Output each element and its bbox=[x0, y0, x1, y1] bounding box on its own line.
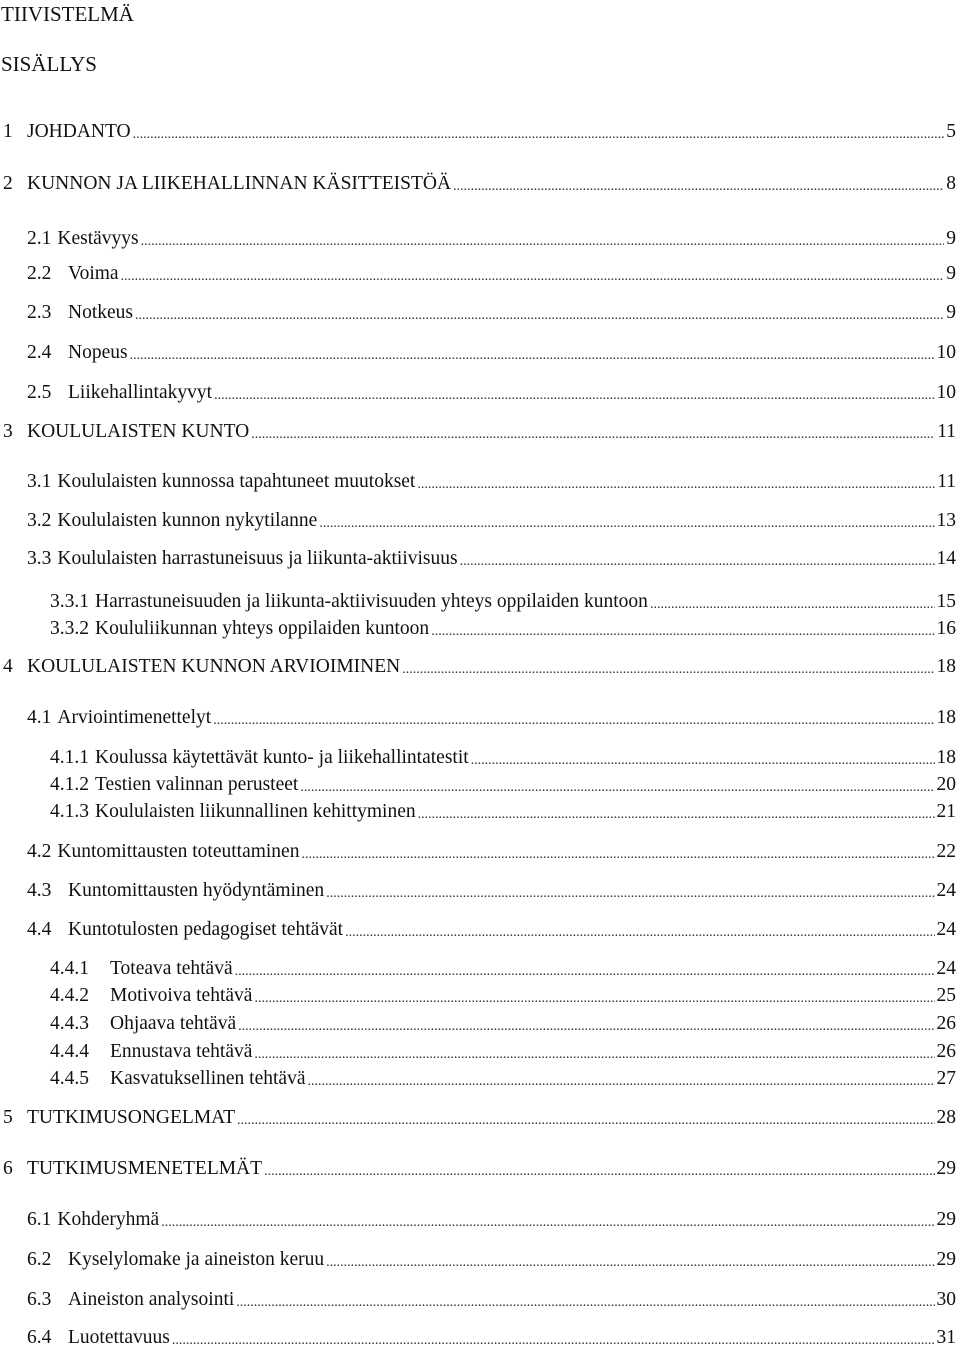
toc-number: 4.4.1 bbox=[50, 958, 89, 979]
toc-entry-3-3-1[interactable] bbox=[50, 590, 956, 614]
toc-page: 21 bbox=[936, 801, 956, 822]
toc-leader bbox=[141, 228, 945, 248]
toc-entry-3-1[interactable] bbox=[27, 470, 956, 494]
toc-number: 4.2 bbox=[27, 841, 52, 862]
toc-leader bbox=[453, 173, 944, 193]
toc-page: 9 bbox=[946, 302, 956, 323]
toc-number: 4.4.5 bbox=[50, 1068, 89, 1089]
toc-leader bbox=[471, 747, 935, 767]
toc-page: 16 bbox=[936, 618, 956, 639]
toc-title: Notkeus bbox=[68, 302, 133, 323]
toc-number: 6.1 bbox=[27, 1209, 52, 1230]
toc-page: 30 bbox=[936, 1289, 956, 1310]
toc-page: 11 bbox=[937, 471, 956, 492]
toc-number: 2.2 bbox=[27, 263, 52, 284]
toc-entry-2-4[interactable] bbox=[27, 341, 956, 365]
toc-entry-4[interactable] bbox=[3, 655, 956, 679]
toc-title: Kuntomittausten hyödyntäminen bbox=[68, 880, 325, 901]
toc-page: 5 bbox=[946, 121, 956, 142]
toc-entry-4-4-3[interactable] bbox=[50, 1012, 956, 1036]
toc-page: 31 bbox=[936, 1327, 956, 1348]
toc-number: 2.3 bbox=[27, 302, 52, 323]
toc-entry-2-1[interactable] bbox=[27, 227, 956, 251]
toc-leader bbox=[254, 985, 934, 1005]
toc-page: 8 bbox=[946, 173, 956, 194]
toc-leader bbox=[417, 471, 935, 491]
toc-leader bbox=[133, 121, 945, 141]
toc-entry-1[interactable] bbox=[3, 120, 956, 144]
toc-number: 4.4 bbox=[27, 919, 52, 940]
toc-title: Voima bbox=[68, 263, 119, 284]
toc-entry-4-4-1[interactable] bbox=[50, 957, 956, 981]
toc-leader bbox=[307, 1068, 934, 1088]
toc-leader bbox=[460, 548, 935, 568]
toc-number: 5 bbox=[3, 1107, 13, 1128]
toc-entry-2-5[interactable] bbox=[27, 381, 956, 405]
toc-page: 15 bbox=[936, 591, 956, 612]
toc-entry-6-2[interactable] bbox=[27, 1248, 956, 1272]
toc-title: Ennustava tehtävä bbox=[110, 1041, 253, 1062]
toc-number: 4.1.1 bbox=[50, 747, 89, 768]
toc-number: 4.1.3 bbox=[50, 801, 89, 822]
toc-page: 18 bbox=[936, 656, 956, 677]
toc-entry-4-2[interactable] bbox=[27, 840, 956, 864]
toc-entry-4-4-4[interactable] bbox=[50, 1040, 956, 1064]
toc-page: 11 bbox=[937, 421, 956, 442]
toc-leader bbox=[235, 958, 935, 978]
toc-entry-6[interactable] bbox=[3, 1157, 956, 1181]
toc-number: 4.3 bbox=[27, 880, 52, 901]
toc-entry-4-3[interactable] bbox=[27, 879, 956, 903]
toc-page: 29 bbox=[936, 1158, 956, 1179]
toc-entry-4-1-1[interactable] bbox=[50, 746, 956, 770]
toc-page: 29 bbox=[936, 1209, 956, 1230]
toc-title: Kuntotulosten pedagogiset tehtävät bbox=[68, 919, 344, 940]
toc-leader bbox=[130, 342, 935, 362]
toc-leader bbox=[237, 1107, 935, 1127]
toc-leader bbox=[326, 880, 934, 900]
toc-number: 4.4.2 bbox=[50, 985, 89, 1006]
toc-title: Liikehallintakyvyt bbox=[68, 382, 213, 403]
toc-entry-3-2[interactable] bbox=[27, 509, 956, 533]
toc-leader bbox=[214, 382, 934, 402]
toc-title: Koululiikunnan yhteys oppilaiden kuntoon bbox=[95, 618, 430, 639]
toc-entry-3-3[interactable] bbox=[27, 547, 956, 571]
toc-leader bbox=[650, 591, 935, 611]
toc-page: 29 bbox=[936, 1249, 956, 1270]
toc-leader bbox=[135, 302, 944, 322]
contents-heading: SISÄLLYS bbox=[1, 52, 97, 76]
toc-page: 20 bbox=[936, 774, 956, 795]
toc-title: Kohderyhmä bbox=[57, 1209, 160, 1230]
toc-number: 3 bbox=[3, 421, 13, 442]
toc-title: Nopeus bbox=[68, 342, 128, 363]
toc-page: 26 bbox=[936, 1013, 956, 1034]
toc-number: 4.4.4 bbox=[50, 1041, 89, 1062]
toc-entry-2[interactable] bbox=[3, 172, 956, 196]
toc-page: 9 bbox=[946, 228, 956, 249]
toc-title: KOULULAISTEN KUNNON ARVIOIMINEN bbox=[27, 656, 401, 677]
toc-number: 3.3.2 bbox=[50, 618, 89, 639]
toc-page: 18 bbox=[936, 747, 956, 768]
toc-entry-3[interactable] bbox=[3, 420, 956, 444]
toc-page: 9 bbox=[946, 263, 956, 284]
toc-leader bbox=[300, 774, 934, 794]
toc-page: 26 bbox=[936, 1041, 956, 1062]
toc-leader bbox=[172, 1327, 935, 1347]
toc-number: 3.2 bbox=[27, 510, 52, 531]
toc-number: 4.1 bbox=[27, 707, 52, 728]
toc-leader bbox=[301, 841, 934, 861]
toc-title: Harrastuneisuuden ja liikunta-aktiivisuuden yhteys oppilaiden kuntoon bbox=[95, 591, 648, 612]
toc-leader bbox=[238, 1013, 934, 1033]
toc-number: 6.2 bbox=[27, 1249, 52, 1270]
toc-leader bbox=[431, 618, 934, 638]
abstract-heading: TIIVISTELMÄ bbox=[1, 2, 134, 26]
toc-title: Kyselylomake ja aineiston keruu bbox=[68, 1249, 325, 1270]
toc-page: 22 bbox=[936, 841, 956, 862]
toc-title: Kestävyys bbox=[57, 228, 139, 249]
toc-title: Koululaisten kunnossa tapahtuneet muutokset bbox=[57, 471, 416, 492]
toc-title: Ohjaava tehtävä bbox=[110, 1013, 237, 1034]
toc-leader bbox=[121, 263, 945, 283]
toc-leader bbox=[254, 1041, 934, 1061]
toc-title: Koululaisten liikunnallinen kehittyminen bbox=[95, 801, 416, 822]
toc-title: Koulussa käytettävät kunto- ja liikehallintatestit bbox=[95, 747, 469, 768]
toc-number: 3.3.1 bbox=[50, 591, 89, 612]
toc-number: 4.1.2 bbox=[50, 774, 89, 795]
toc-title: KOULULAISTEN KUNTO bbox=[27, 421, 250, 442]
toc-leader bbox=[161, 1209, 934, 1229]
toc-entry-3-3-2[interactable] bbox=[50, 617, 956, 641]
toc-title: Testien valinnan perusteet bbox=[95, 774, 299, 795]
toc-leader bbox=[402, 656, 934, 676]
toc-leader bbox=[213, 707, 934, 727]
toc-page: 27 bbox=[936, 1068, 956, 1089]
toc-entry-2-3[interactable] bbox=[27, 301, 956, 325]
toc-number: 6 bbox=[3, 1158, 13, 1179]
toc-title: TUTKIMUSONGELMAT bbox=[27, 1107, 235, 1128]
toc-leader bbox=[251, 421, 935, 441]
toc-entry-4-4-5[interactable] bbox=[50, 1067, 956, 1091]
toc-page: 24 bbox=[936, 958, 956, 979]
toc-entry-4-4-2[interactable] bbox=[50, 984, 956, 1008]
toc-title: KUNNON JA LIIKEHALLINNAN KÄSITTEISTÖÄ bbox=[27, 173, 452, 194]
toc-entry-4-1-3[interactable] bbox=[50, 800, 956, 824]
toc-number: 2.4 bbox=[27, 342, 52, 363]
toc-number: 3.3 bbox=[27, 548, 52, 569]
toc-title: Toteava tehtävä bbox=[110, 958, 233, 979]
toc-number: 2 bbox=[3, 173, 13, 194]
toc-title: Arviointimenettelyt bbox=[57, 707, 212, 728]
toc-page: 10 bbox=[936, 382, 956, 403]
toc-number: 4.4.3 bbox=[50, 1013, 89, 1034]
toc-entry-6-3[interactable] bbox=[27, 1288, 956, 1312]
toc-entry-4-1[interactable] bbox=[27, 706, 956, 730]
toc-leader bbox=[319, 510, 934, 530]
toc-leader bbox=[326, 1249, 934, 1269]
toc-number: 2.1 bbox=[27, 228, 52, 249]
toc-title: Kasvatuksellinen tehtävä bbox=[110, 1068, 306, 1089]
toc-title: Kuntomittausten toteuttaminen bbox=[57, 841, 300, 862]
toc-page: 28 bbox=[936, 1107, 956, 1128]
toc-number: 6.4 bbox=[27, 1327, 52, 1348]
toc-leader bbox=[236, 1289, 934, 1309]
toc-entry-2-2[interactable] bbox=[27, 262, 956, 286]
toc-number: 1 bbox=[3, 121, 13, 142]
toc-page: 25 bbox=[936, 985, 956, 1006]
toc-title: TUTKIMUSMENETELMÄT bbox=[27, 1158, 263, 1179]
toc-page: 14 bbox=[936, 548, 956, 569]
toc-number: 6.3 bbox=[27, 1289, 52, 1310]
toc-page: 10 bbox=[936, 342, 956, 363]
toc-title: Koululaisten harrastuneisuus ja liikunta-aktiivisuus bbox=[57, 548, 458, 569]
toc-page: 24 bbox=[936, 880, 956, 901]
toc-number: 2.5 bbox=[27, 382, 52, 403]
toc-entry-4-4[interactable] bbox=[27, 918, 956, 942]
toc-entry-6-4[interactable] bbox=[27, 1326, 956, 1350]
toc-title: Luotettavuus bbox=[68, 1327, 170, 1348]
toc-number: 3.1 bbox=[27, 471, 52, 492]
toc-page: 13 bbox=[936, 510, 956, 531]
toc-number: 4 bbox=[3, 656, 13, 677]
toc-page: 18 bbox=[936, 707, 956, 728]
toc-title: Motivoiva tehtävä bbox=[110, 985, 253, 1006]
toc-entry-6-1[interactable] bbox=[27, 1208, 956, 1232]
toc-title: JOHDANTO bbox=[27, 121, 131, 142]
toc-title: Aineiston analysointi bbox=[68, 1289, 235, 1310]
toc-title: Koululaisten kunnon nykytilanne bbox=[57, 510, 318, 531]
toc-leader bbox=[345, 919, 934, 939]
toc-leader bbox=[264, 1158, 934, 1178]
toc-page: 24 bbox=[936, 919, 956, 940]
toc-leader bbox=[418, 801, 935, 821]
toc-entry-4-1-2[interactable] bbox=[50, 773, 956, 797]
toc-entry-5[interactable] bbox=[3, 1106, 956, 1130]
